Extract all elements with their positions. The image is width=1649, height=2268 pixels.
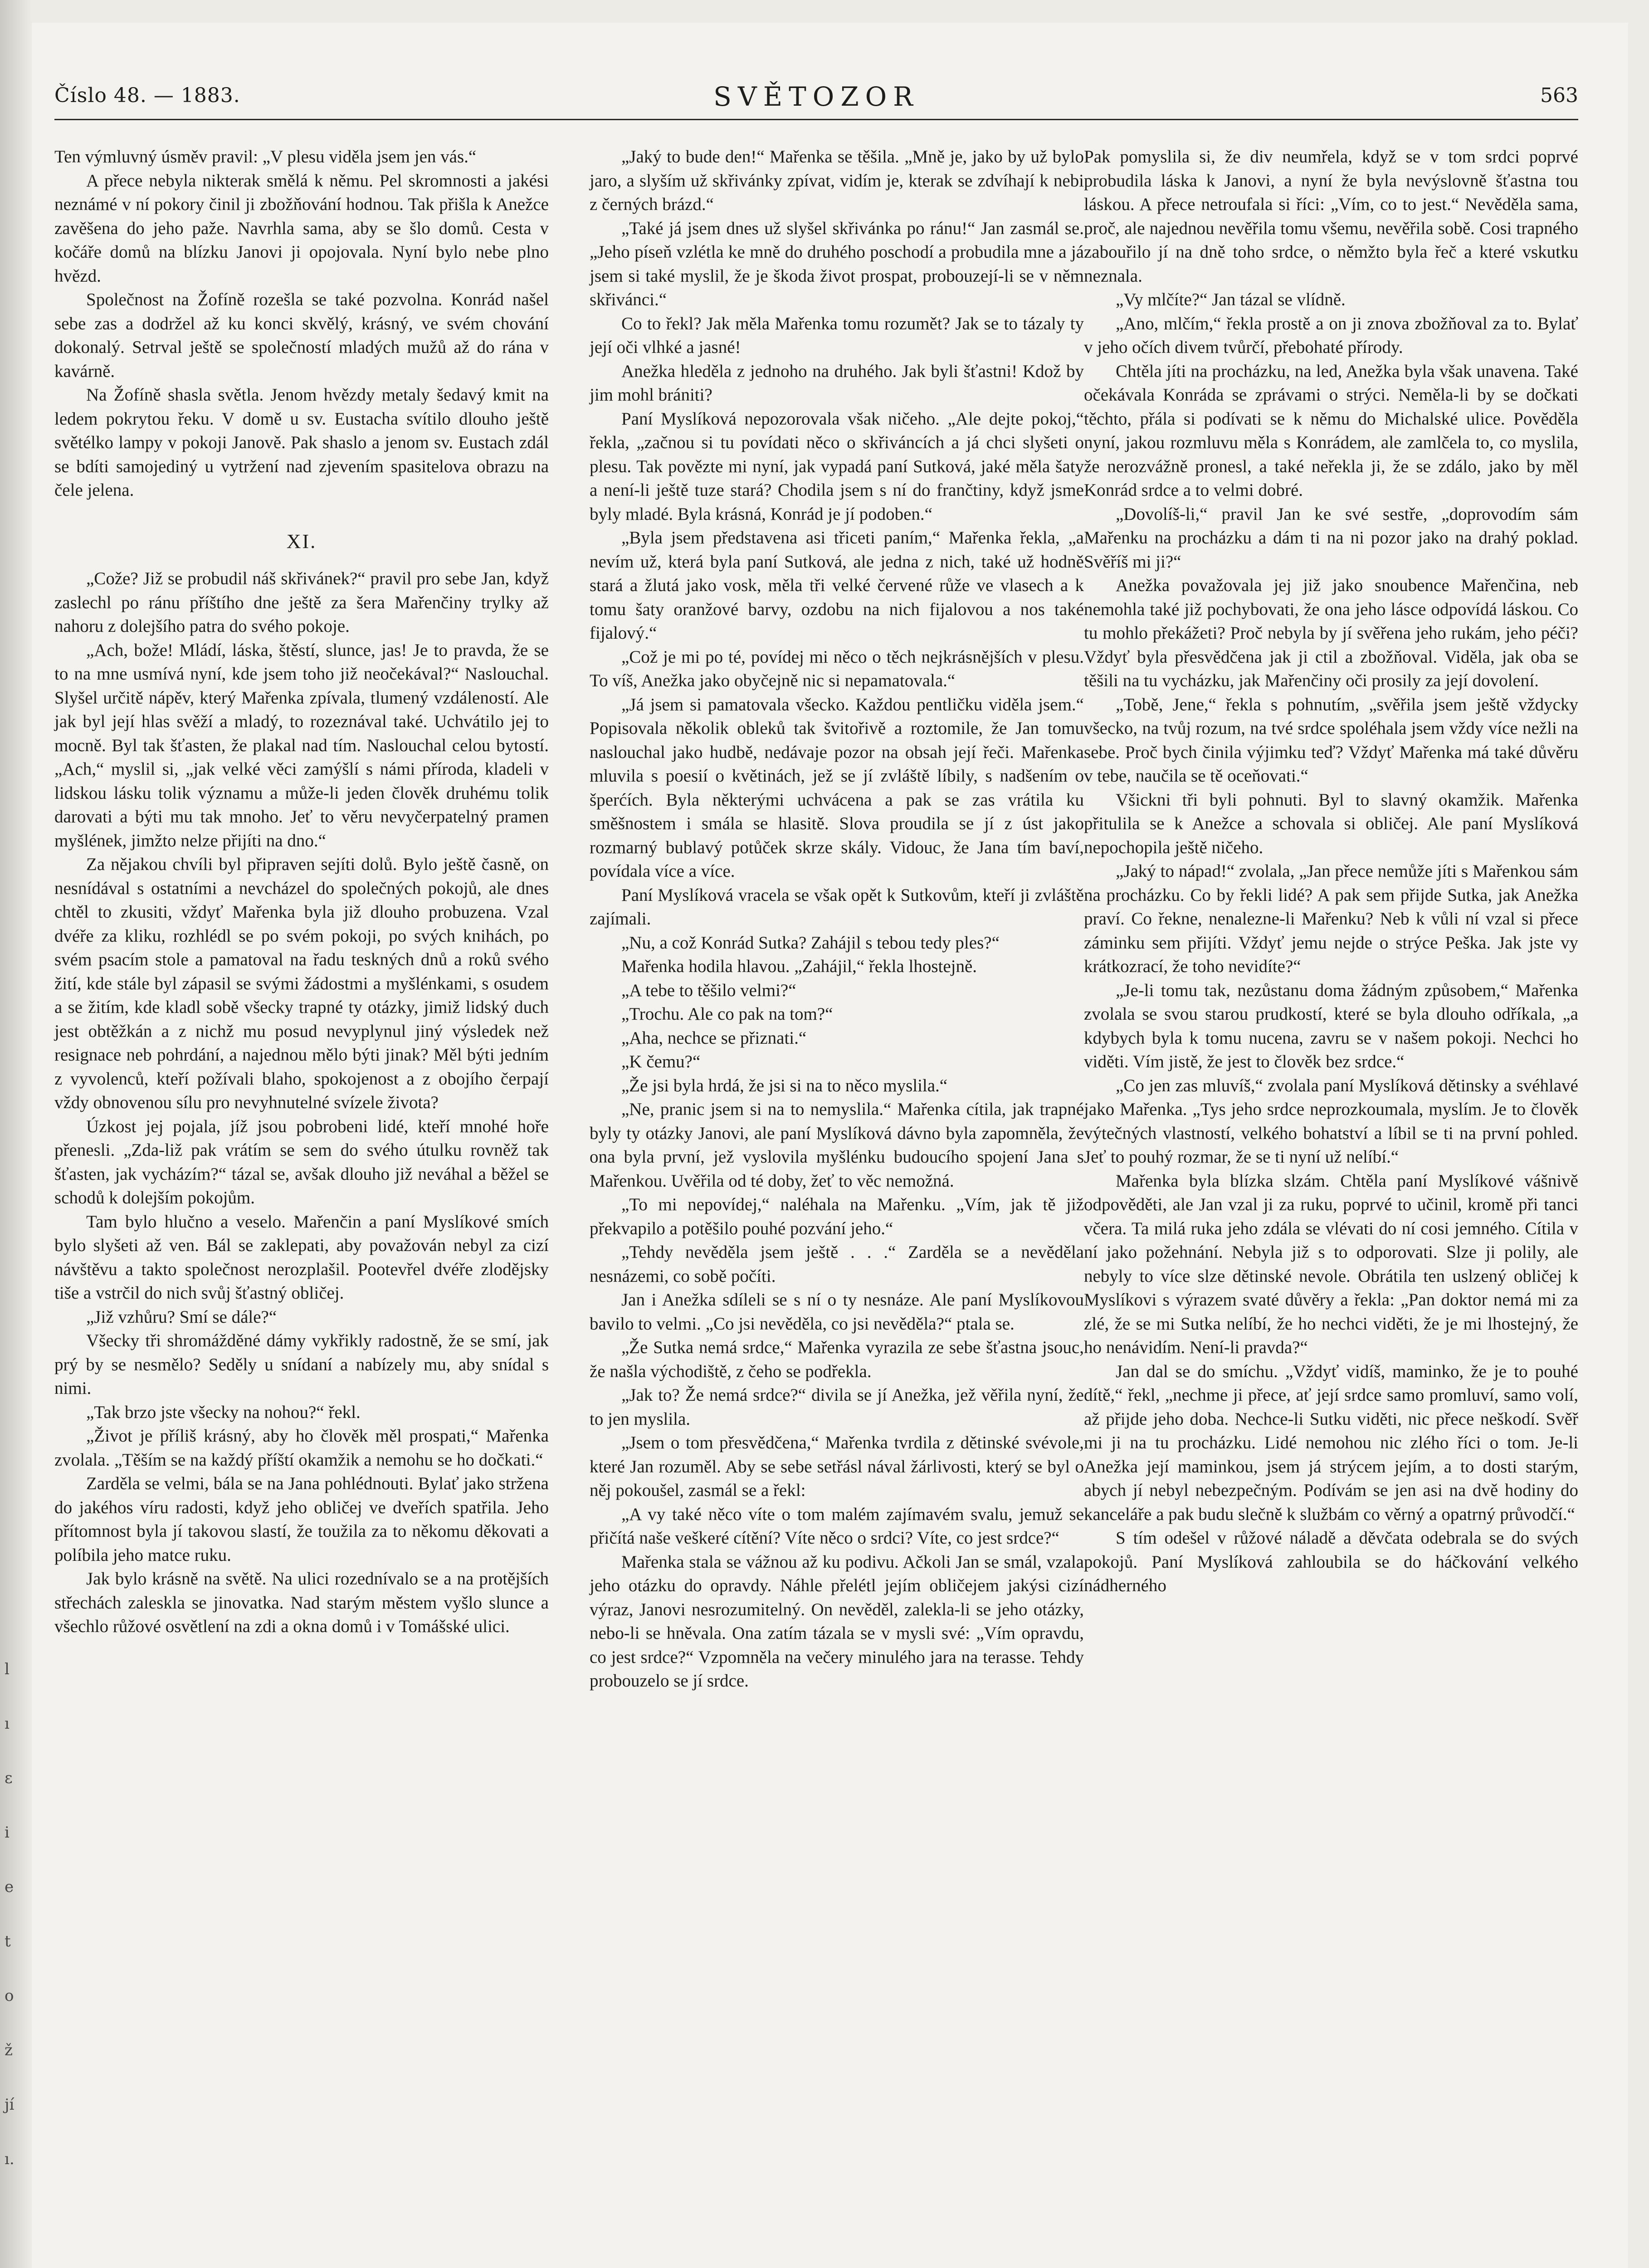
page-number: 563 [1540, 84, 1578, 107]
paragraph: Zarděla se velmi, bála se na Jana pohlédnouti. Bylať jako stržena do jakéhos víru radosti, když jeho obličej ve dveřích spatřila. Jeho přítomnost byla jí takovou slastí, že toužila za to někomu děkovati a políbila jeho matce ruku. [54, 1474, 549, 1565]
text-column-2 [590, 145, 1084, 1693]
header-rule [54, 119, 1578, 120]
paragraph: Anežka hleděla z jednoho na druhého. Jak byli šťastni! Kdož by jim mohl brániti? [590, 361, 1084, 405]
paragraph: „Co jen zas mluvíš,“ zvolala paní Myslíková dětinsky a svéhlavé jako Mařenka. „Tys jeho srdce neprozkoumala, myslím. Je to člověk výtečných vlastností, velkého bohatství a líbil se ti na první pohled. Jeť to pouhý rozmar, že se ti nyní už nelíbí.“ [1084, 1075, 1578, 1167]
margin-mark: ı [5, 1715, 10, 1733]
paragraph: S tím odešel v růžové náladě a děvčata odebrala se do svých pokojů. Paní Myslíková zahloubila se do háčkování velkého nádherného [1084, 1528, 1578, 1595]
paragraph: „To mi nepovídej,“ naléhala na Mařenku. „Vím, jak tě již překvapilo a potěšilo pouhé pozvání jeho.“ [590, 1195, 1084, 1238]
paragraph: „Je-li tomu tak, nezůstanu doma žádným způsobem,“ Mařenka zvolala se svou starou prudkostí, které se byla dlouho odříkala, „a kdybych byla k tomu nucena, zavru se v našem pokoji. Nechci ho viděti. Vím jistě, že jest to člověk bez srdce.“ [1084, 980, 1578, 1071]
paragraph: „Ne, pranic jsem si na to nemyslila.“ Mařenka cítila, jak trapné byly ty otázky Janovi, ale paní Myslíková dávno byla zapomněla, že ona byla první, jež vyslovila myšlénku budoucího spojení Jana s Mařenkou. Uvěřila od té doby, žeť to věc nemožná. [590, 1100, 1084, 1191]
margin-mark: i [5, 1823, 10, 1842]
paragraph: „Již vzhůru? Smí se dále?“ [86, 1307, 277, 1327]
paragraph: Společnost na Žofíně rozešla se také pozvolna. Konrád našel sebe zas a dodržel až ku konci skvělý, krásný, ve svém chování dokonalý. Setrval ještě se společností mladých mužů až do rána v kavárně. [54, 290, 549, 381]
paragraph: „A vy také něco víte o tom malém zajímavém svalu, jemuž se přičítá naše veškeré cítění? Víte něco o srdci? Víte, co jest srdce?“ [590, 1504, 1084, 1548]
paragraph: „Aha, nechce se přiznati.“ [621, 1028, 807, 1048]
paragraph: „Jaký to nápad!“ zvolala, „Jan přece nemůže jíti s Mařenkou sám na procházku. Co by řekli lidé? A pak sem přijde Sutka, jak Anežka praví. Co řekne, nenalezne-li Mařenku? Neb k vůli ní vzal si přece záminku sem přijíti. Vždyť jemu nejde o strýce Peška. Jak jste vy krátkozrací, že toho nevidíte?“ [1084, 861, 1578, 976]
paragraph: „Já jsem si pamatovala všecko. Každou pentličku viděla jsem.“ Popisovala několik obleků tak švitořivě a roztomile, že Jan tomu naslouchal jako hudbě, nedávaje pozor na obsah její řeči. Mařenka mluvila s poesií o květinách, jež se jí zvláště líbily, s nadšením o šperćích. Byla některými uchvácena a pak se zas vrátila ku směšnostem i smála se hlasitě. Slova proudila se jí z úst jako rozmarný bublavý potůček skrze skály. Vidouc, že Jana tím baví, povídala více a více. [590, 694, 1084, 881]
page-header [54, 81, 1578, 116]
paragraph: Ten výmluvný úsměv pravil: „V plesu viděla jsem jen vás.“ [54, 147, 477, 166]
paragraph: Anežka považovala jej již jako snoubence Mařenčina, neb nemohla také již pochybovati, že ona jeho lásce odpovídá láskou. Co tu mohlo překážeti? Proč nebyla by jí svěřena jeho rukám, jeho péči? Vždyť byla přesvědčena jak ji ctil a zbožňoval. Viděla, jak oba se těšili na tu vycházku, jak Mařenčiny oči prosily za její dovolení. [1084, 576, 1578, 690]
paragraph: A přece nebyla nikterak smělá k němu. Pel skromnosti a jakési neznámé v ní pokory činil ji zbožňování hodnou. Tak přišla k Anežce zavěšena do jeho paže. Navrhla sama, aby se šlo domů. Cesta v kočáře domů na blízku Janovi ji opojovala. Nyní bylo nebe plno hvězd. [54, 171, 549, 286]
paragraph: „Tobě, Jene,“ řekla s pohnutím, „svěřila jsem ještě vždycky všecko, na tvůj rozum, na tvé srdce spoléhala jsem vždy více nežli na sebe. Proč bych činila výjimku teď? Vždyť Mařenka má také důvěru v tebe, naučila se tě oceňovati.“ [1084, 694, 1578, 786]
paragraph: Jan i Anežka sdíleli se s ní o ty nesnáze. Ale paní Myslíkovou bavilo to velmi. „Co jsi nevěděla, co jsi nevěděla?“ ptala se. [590, 1290, 1084, 1334]
paragraph: Za nějakou chvíli byl připraven sejíti dolů. Bylo ještě časně, on nesnídával s ostatními a nevcházel do společných pokojů, ale dnes chtěl to zkusiti, vždyť Mařenka byla již dlouho probuzena. Vzal dvéře za kliku, rozhlédl se po svém pokoji, po svých knihách, po svém psacím stole a pamatoval na řadu teskných dnů a roků svého žití, kde stále byl zápasil se svými žádostmi a myšlénkami, s osudem a se žitím, kde kladl sobě všecky trapné ty otázky, jimiž lidský duch jest obtěžkán a z nichž mu posud nevyplynul jiný výsledek než resignace neb pohrdání, a najednou mělo býti jinak? Měl býti jedním z vyvolenců, kteří požívali blaho, spokojenost a z obojího čerpají vždy obnovenou sílu pro nevyhnutelné svízele života? [54, 855, 549, 1112]
margin-mark: ı. [5, 2150, 15, 2168]
paragraph: „Byla jsem představena asi třiceti paním,“ Mařenka řekla, „a nevím už, která byla paní Sutková, ale jedna z nich, také už hodně stará a žlutá jako vosk, měla tři velké červené růže ve vlasech a k tomu šaty oranžové barvy, ozdobu na nich fijalovou a nos také fijalový.“ [590, 528, 1084, 643]
paragraph: „Také já jsem dnes už slyšel skřivánka po ránu!“ Jan zasmál se. „Jeho píseň vzlétla ke mně do druhého poschodí a probudila mne a já jsem si také myslil, že je škoda život prospat, probouzejí-li se v něm skřivánci.“ [590, 218, 1084, 309]
paragraph: Jan dal se do smíchu. „Vždyť vidíš, maminko, že je to pouhé dítě,“ řekl, „nechme ji přece, ať její srdce samo promluví, samo volí, až přijde jeho doba. Nechce-li Sutku viděti, nic přece neškodí. Svěř mi ji na tu procházku. Lidé nemohou nic zlého říci o tom. Je-li Anežka její maminkou, jsem já strýcem jejím, a to dosti starým, abych jí nebyl nebezpečným. Podívám se jen asi na dvě hodiny do kanceláře a pak budu slečně k službám co věrný a opatrný průvodčí.“ [1084, 1361, 1578, 1524]
paragraph: Paní Myslíková vracela se však opět k Sutkovům, kteří ji zvláště zajímali. [590, 885, 1084, 929]
paragraph: „Jak to? Že nemá srdce?“ divila se jí Anežka, jež věřila nyní, že to jen myslila. [590, 1385, 1084, 1429]
paragraph: „Dovolíš-li,“ pravil Jan ke své sestře, „doprovodím sám Mařenku na procházku a dám ti na ni pozor jako na drahý poklad. Svěříš mi ji?“ [1084, 504, 1578, 572]
margin-mark: l [5, 1660, 10, 1678]
paragraph: Paní Myslíková nepozorovala však ničeho. „Ale dejte pokoj,“ řekla, „začnou si tu povídati něco o skřiváncích a já chci slyšeti o plesu. Tak povězte mi nyní, jak vypadá paní Sutková, jaké měla šaty a není-li ještě tuze stará? Chodila jsem s ní do frančtiny, když jsme byly mladé. Byla krásná, Konrád je jí podoben.“ [590, 409, 1084, 524]
paragraph: Všecky tři shromážděné dámy vykřikly radostně, že se smí, jak prý by se nesmělo? Seděly u snídaní a nabízely mu, aby snídal s nimi. [54, 1331, 549, 1398]
paragraph: Mařenka hodila hlavou. „Zahájil,“ řekla lhostejně. [621, 957, 977, 976]
text-column-1 [54, 145, 549, 1639]
paragraph: „A tebe to těšilo velmi?“ [621, 980, 796, 1000]
margin-mark: ž [5, 2041, 13, 2059]
paragraph: „Cože? Již se probudil náš skřivánek?“ pravil pro sebe Jan, když zaslechl po ránu příštího dne ještě za šera Mařenčiny trylky až nahoru z dolejšího patra do svého pokoje. [54, 569, 549, 636]
paragraph: „Tak brzo jste všecky na nohou?“ řekl. [86, 1402, 361, 1422]
margin-mark: jí [5, 2096, 15, 2114]
margin-marks [5, 1642, 23, 2186]
paragraph: „Což je mi po té, povídej mi něco o těch nejkrásnějších v plesu. To víš, Anežka jako obyčejně nic si nepamatovala.“ [590, 647, 1084, 690]
paragraph: „Vy mlčíte?“ Jan tázal se vlídně. [1116, 290, 1346, 309]
paragraph: Na Žofíně shasla světla. Jenom hvězdy metaly šedavý kmit na ledem pokrytou řeku. V domě u sv. Eustacha svítilo dlouho ještě světélko lampy v pokoji Janově. Pak shaslo a jenom sv. Eustach zdál se bdíti samojediný u vytržení nad zjevením spasitelova obrazu na čele jelena. [54, 385, 549, 500]
paragraph: Mařenka byla blízka slzám. Chtěla paní Myslíkové vášnivě odpověděti, ale Jan vzal ji za ruku, poprvé to učinil, kromě při tanci včera. Ta milá ruka jeho zdála se vlévati do ní cosi jemného. Cítila v ní jako požehnání. Nebyla již s to odporovati. Slze ji polily, ale nebyly to více slze dětinské nevole. Obrátila ten uslzený obličej k Myslíkovi s výrazem svaté důvěry a řekla: „Pan doktor nemá mi za zlé, že se mi Sutka nelíbí, že ho nechci viděti, že je mi lhostejný, že ho nenávidím. Není-li pravda?“ [1084, 1171, 1578, 1357]
paragraph: Úzkost jej pojala, jíž jsou pobrobeni lidé, kteří mnohé hoře přenesli. „Zda-liž pak vrátím se sem do svého útulku rovněž tak šťasten, jak vycházím?“ tázal se, avšak dlouho již neváhal a běžel se schodů k dolejším pokojům. [54, 1116, 549, 1207]
margin-mark: ε [5, 1769, 13, 1787]
paragraph: „Ano, mlčím,“ řekla prostě a on ji znova zbožňoval za to. Bylať v jeho očích divem tvůrčí, přebohaté přírody. [1084, 313, 1578, 357]
paragraph: „Že jsi byla hrdá, že jsi si na to něco myslila.“ [621, 1075, 948, 1095]
paragraph: „Jsem o tom přesvědčena,“ Mařenka tvrdila z dětinské svévole, které Jan rozuměl. Aby se sebe setřásl nával žárlivosti, který se byl o něj pokoušel, zasmál se a řekl: [590, 1433, 1084, 1500]
paragraph: „Trochu. Ale co pak na tom?“ [621, 1004, 833, 1024]
paragraph: Co to řekl? Jak měla Mařenka tomu rozumět? Jak se to tázaly ty její oči vlhké a jasné! [590, 313, 1084, 357]
margin-mark: t [5, 1932, 11, 1950]
paragraph: Mařenka stala se vážnou až ku podivu. Ačkoli Jan se smál, vzala jeho otázku do opravdy. Náhle přelétl jejím obličejem jakýsi cizí výraz, Janovi nesrozumitelný. On nevěděl, zalekla-li se jeho otázky, nebo-li se hněvala. Ona zatím tázala se v mysli své: „Vím opravdu, co jest srdce?“ Vzpomněla na večery minulého jara na terasse. Tehdy probouzelo se jí srdce. [590, 1552, 1084, 1691]
paragraph: Chtěla jíti na procházku, na led, Anežka byla však unavena. Také očekávala Konráda se zprávami o strýci. Neměla-li by se dočkati těchto, přála si podívati se k němu do Michalské ulice. Pověděla nyní, jakou rozmluvu měla s Konrádem, ale zamlčela to, co myslila, že nerozvážně pronesl, a také neřekla ji, že se zdálo, jako by měl Konrád srdce a to velmi dobré. [1084, 361, 1578, 500]
paragraph: „Život je příliš krásný, aby ho člověk měl prospati,“ Mařenka zvolala. „Těším se na každý příští okamžik a nemohu se ho dočkati.“ [54, 1426, 549, 1470]
margin-mark: o [5, 1987, 14, 2005]
paragraph: Všickni tři byli pohnuti. Byl to slavný okamžik. Mařenka přitulila se k Anežce a schovala si obličej. Ale paní Myslíková nepochopila ještě ničeho. [1084, 790, 1578, 857]
paragraph: Pak pomyslila si, že div neumřela, když se v tom srdci poprvé probudila láska k Janovi, a nyní že byla nevýslovně šťastna tou láskou. A přece netroufala si říci: „Vím, co to jest.“ Nevěděla sama, proč, ale najednou nevěřila tomu všemu, nevěřila sobě. Cosi trapného zabouřilo jí na dně toho srdce, o němžto byla řeč a které vskutku neznala. [1084, 147, 1578, 286]
paragraph: „K čemu?“ [621, 1052, 701, 1071]
paragraph: „Jaký to bude den!“ Mařenka se těšila. „Mně je, jako by už bylo jaro, a slyším už skřivánky zpívat, vidím je, kterak se zdvíhají k nebi z černých brázd.“ [590, 147, 1084, 214]
paragraph: „Ach, bože! Mládí, láska, štěstí, slunce, jas! Je to pravda, že se to na mne usmívá nyní, kde jsem toho již neočekával?“ Naslouchal. Slyšel určitě nápěv, který Mařenka zpívala, tlumený vzdáleností. Ale jak byl její hlas svěží a mladý, to rozeznával také. Uchvátilo jej to mocně. Byl tak šťasten, že plakal nad tím. Naslouchal celou bytostí. „Ach,“ myslil si, „jak velké věci zamýšlí s námi příroda, kladeli v lidskou lásku tolik významu a může-li jeden člověk druhému tolik darovati a býti mu tak mnoho. Jeť to věru nevyčerpatelný pramen myšlének, jimžto nelze přijíti na dno.“ [54, 640, 549, 850]
margin-mark: e [5, 1878, 14, 1896]
text-column-3 [1084, 145, 1578, 1598]
journal-title: SVĚTOZOR [713, 81, 919, 112]
chapter-heading: XI. [286, 530, 317, 552]
paragraph: Jak bylo krásně na světě. Na ulici rozednívalo se a na protějších střechách zaleskla se jinovatka. Nad starým městem vyšlo slunce a všechlo růžové osvětlení na zdi a okna domů i v Tomášské ulici. [54, 1569, 549, 1636]
paragraph: „Nu, a což Konrád Sutka? Zahájil s tebou tedy ples?“ [621, 933, 1000, 953]
paragraph: Tam bylo hlučno a veselo. Mařenčin a paní Myslíkové smích bylo slyšeti až ven. Bál se zaklepati, aby považován nebyl za cizí návštěvu a takto společnost nerozplašil. Pootevřel dvéře zlodějsky tiše a vstrčil do nich svůj šťastný obličej. [54, 1212, 549, 1303]
issue-number: Číslo 48. — 1883. [54, 84, 240, 107]
paragraph: „Tehdy nevěděla jsem ještě . . .“ Zarděla se a nevěděla nesnázemi, co sobě počíti. [590, 1242, 1084, 1286]
paragraph: „Že Sutka nemá srdce,“ Mařenka vyrazila ze sebe šťastna jsouc, že našla východiště, z čeho se podřekla. [590, 1338, 1084, 1381]
